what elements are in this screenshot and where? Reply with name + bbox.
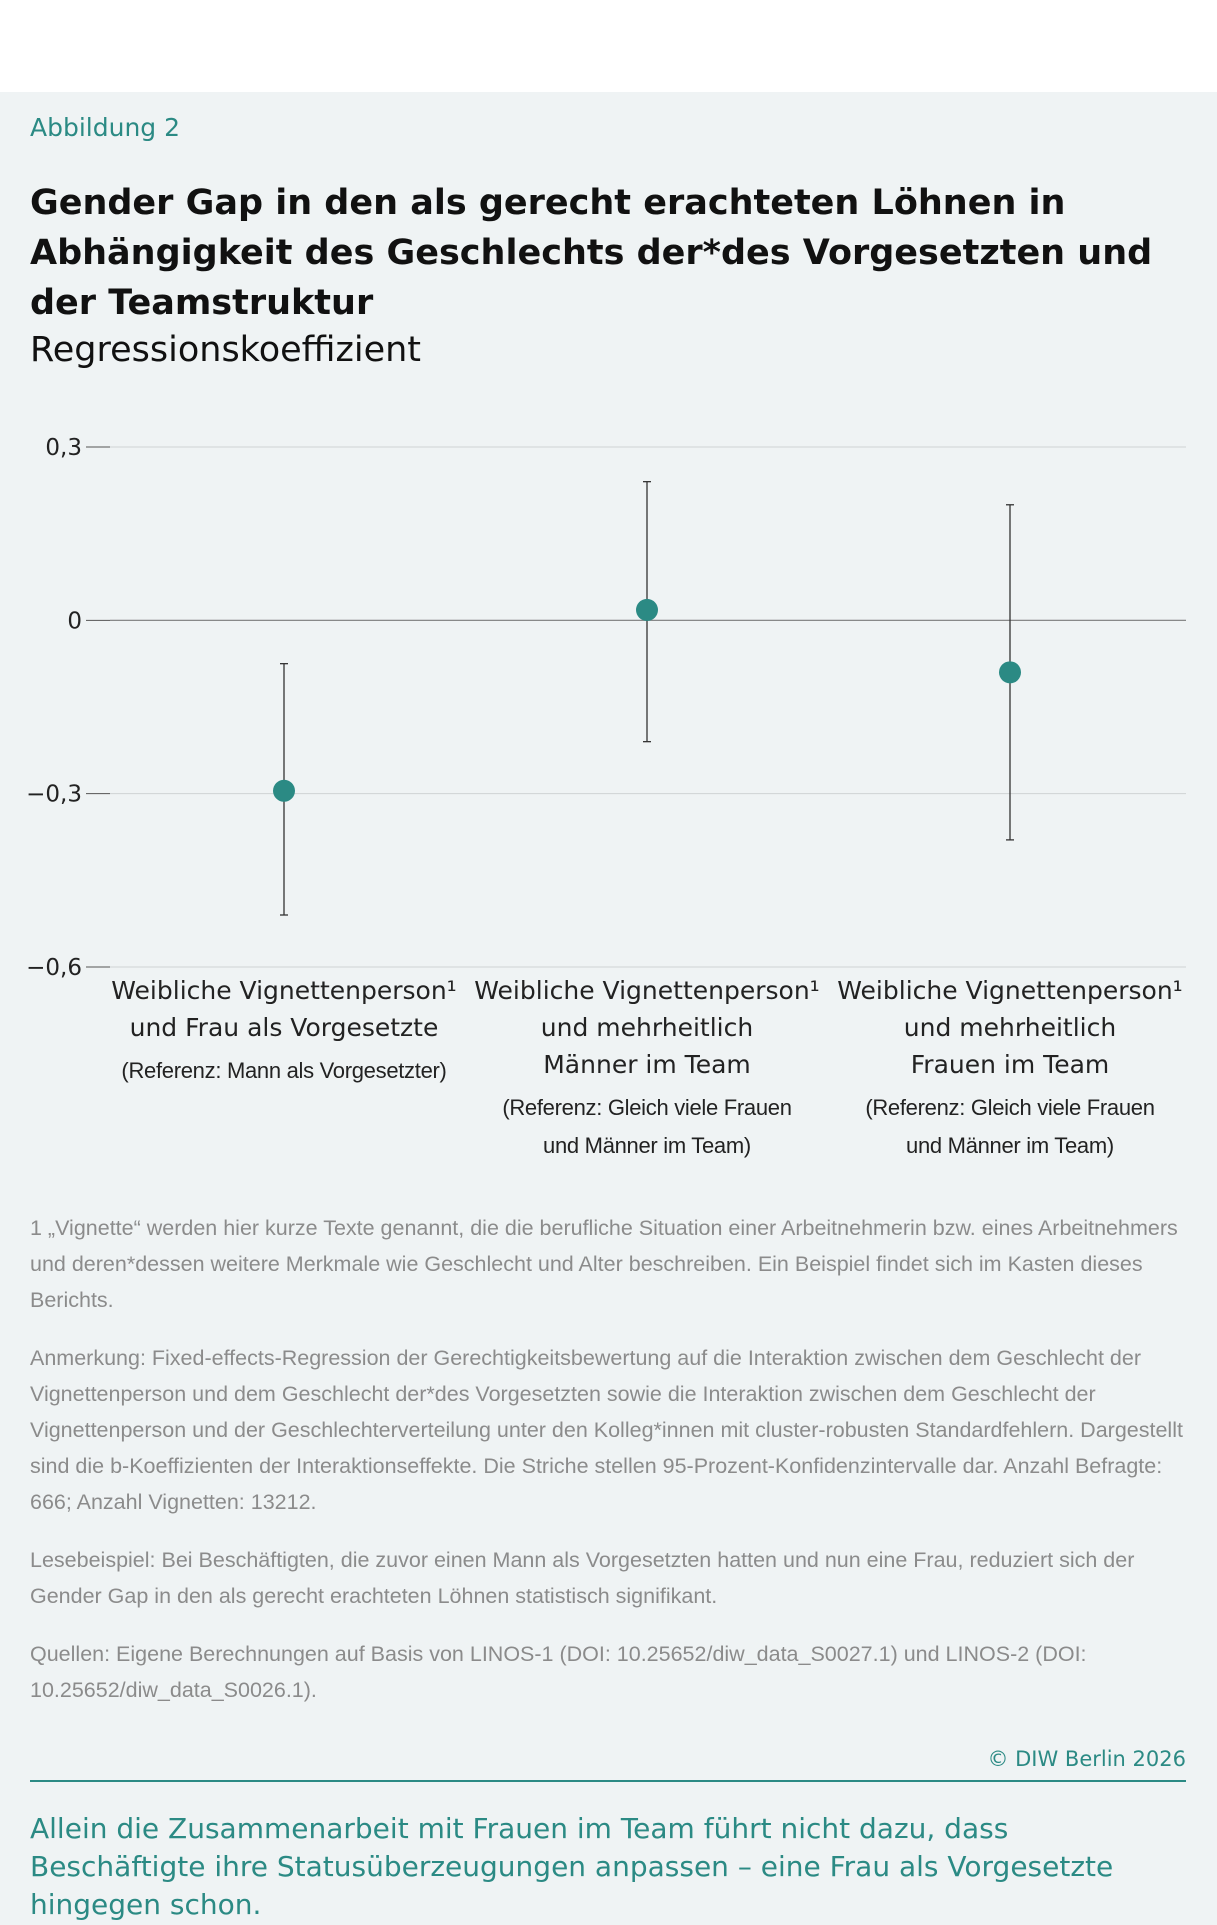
y-tick-label: 0 <box>67 608 82 635</box>
x-category-line: Weibliche Vignettenperson¹ <box>837 976 1183 1005</box>
x-category-label <box>830 972 1190 1165</box>
conclusion-text: Allein die Zusammenarbeit mit Frauen im Team führt nicht dazu, dass Beschäftigte ihre Statusüberzeugungen anpassen – eine Frau als Vorgesetzte hingegen schon. <box>30 1812 1114 1921</box>
x-category-reference <box>467 1089 827 1165</box>
data-point <box>273 780 295 802</box>
y-tick-label: 0,3 <box>45 435 82 461</box>
x-category-line: Frauen im Team <box>910 1050 1110 1079</box>
reference-line: (Referenz: Gleich viele Frauen <box>502 1095 792 1120</box>
x-category-label <box>467 972 827 1165</box>
data-point <box>636 599 658 621</box>
copyright: © DIW Berlin 2026 <box>987 1747 1186 1771</box>
data-point <box>999 661 1021 683</box>
notes <box>30 1210 1190 1730</box>
x-category-reference <box>104 1052 464 1090</box>
x-category-label <box>104 972 464 1090</box>
x-category-line: Weibliche Vignettenperson¹ <box>111 976 457 1005</box>
reference-line: und Männer im Team) <box>543 1133 751 1158</box>
reference-line: (Referenz: Mann als Vorgesetzter) <box>121 1058 447 1083</box>
chart-subtitle: Regressionskoeffizient <box>30 330 422 370</box>
x-category-line: Männer im Team <box>543 1050 751 1079</box>
footnote: 1 „Vignette“ werden hier kurze Texte genannt, die die berufliche Situation einer Arbeitnehmerin bzw. eines Arbeitnehmers und deren*dessen weitere Merkmale wie Geschlecht und Alter beschreiben. Ein Beispiel findet sich im Kasten dieses Berichts. <box>30 1216 1178 1312</box>
x-category-line: und Frau als Vorgesetzte <box>129 1013 439 1042</box>
y-tick-label: −0,6 <box>26 955 82 980</box>
chart-title: Gender Gap in den als gerecht erachteten Löhnen in Abhängigkeit des Geschlechts der*des Vorgesetzten und der Teamstruktur <box>30 183 1153 323</box>
sources: Quellen: Eigene Berechnungen auf Basis von LINOS-1 (DOI: 10.25652/diw_data_S0027.1) und LINOS-2 (DOI: 10.25652/diw_data_S0026.1). <box>30 1642 1087 1702</box>
reference-line: (Referenz: Gleich viele Frauen <box>865 1095 1155 1120</box>
x-category-line: und mehrheitlich <box>540 1013 754 1042</box>
y-tick-label: −0,3 <box>26 781 82 808</box>
figure-label: Abbildung 2 <box>30 113 181 142</box>
dot-plot-chart <box>0 420 1217 980</box>
divider <box>30 1780 1186 1782</box>
x-category-reference <box>830 1089 1190 1165</box>
x-category-line: Weibliche Vignettenperson¹ <box>474 976 820 1005</box>
reading-example: Lesebeispiel: Bei Beschäftigten, die zuvor einen Mann als Vorgesetzten hatten und nun eine Frau, reduziert sich der Gender Gap in den als gerecht erachteten Löhnen statistisch signifikant. <box>30 1548 1135 1608</box>
remark: Anmerkung: Fixed-effects-Regression der Gerechtigkeitsbewertung auf die Interaktion zwischen dem Geschlecht der Vignettenperson und dem Geschlecht der*des Vorgesetzten sowie die Interaktion zwischen dem Geschlecht der Vignettenperson und der Geschlechterverteilung unter den Kolleg*innen mit cluster-robusten Standardfehlern. Dargestellt sind die b-Koeffizienten der Interaktionseffekte. Die Striche stellen 95-Prozent-Konfidenzintervalle dar. Anzahl Befragte: 666; Anzahl Vignetten: 13212. <box>30 1346 1183 1514</box>
reference-line: und Männer im Team) <box>906 1133 1114 1158</box>
x-category-line: und mehrheitlich <box>903 1013 1117 1042</box>
